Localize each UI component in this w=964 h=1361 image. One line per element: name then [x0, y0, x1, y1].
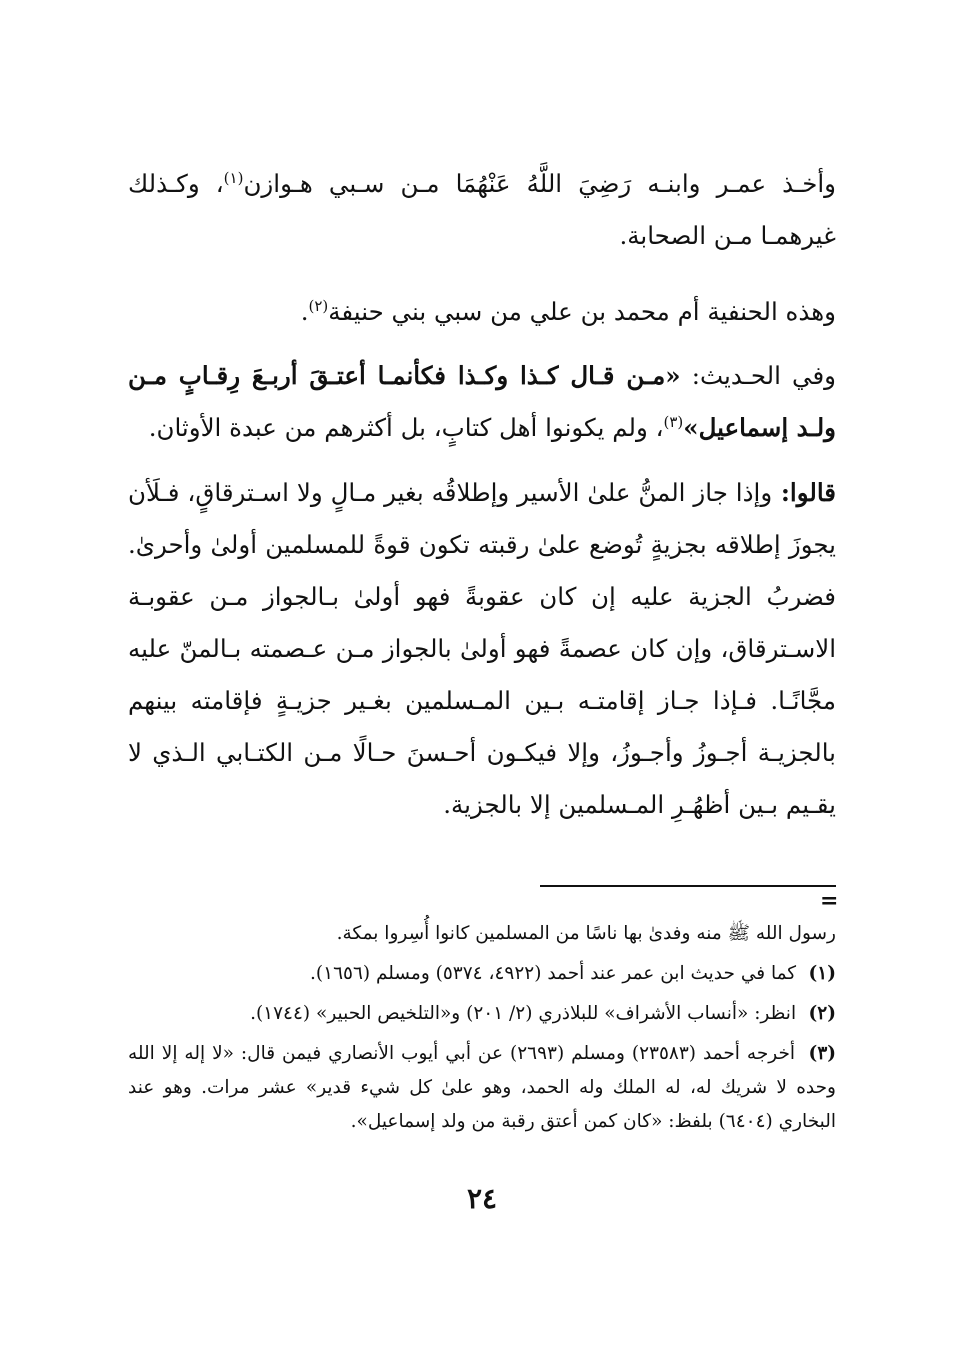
footnote-1 [128, 957, 836, 991]
paragraph-3 [128, 350, 836, 454]
page-number: ٢٤ [466, 1182, 498, 1215]
footnote-2-text: انظر: «أنساب الأشراف» للبلاذري (٢/ ٢٠١) و«التلخيص الحبير» (١٧٤٤). [250, 1003, 797, 1024]
footnote-1-text: كما في حديث ابن عمر عند أحمد (٤٩٢٢، ٥٣٧٤) ومسلم (١٦٥٦). [310, 963, 797, 984]
footnote-continuation: رسول الله ﷺ منه وفدىٰ بها ناسًا من المسلمين كانوا أُسِروا بمكة. [336, 923, 836, 944]
paragraph-1-tail: ، وكـذلك غيرهمـا مـن الصحابة. [128, 169, 836, 250]
paragraph-1 [128, 158, 836, 262]
paragraph-4 [128, 467, 836, 831]
paragraph-3-tail: ، ولم يكونوا أهل كتابٍ، بل أكثرهم من عبدة الأوثان. [148, 413, 664, 442]
footnote-ref-1[interactable]: (١) [223, 168, 244, 187]
paragraph-4-text: وإذا جاز المنُّ علىٰ الأسير وإطلاقُه بغير مـالٍ ولا اسـترقاقٍ، فـلَأن يجوزَ إطلاقه بجزيةٍ تُوضع علىٰ رقبته تكون قوةً للمسلمين أولىٰ وأحرىٰ. فضربُ الجزية عليه إن كان عقوبةً فهو أولىٰ بـالجواز مـن عقوبـة الاسـترقاق، وإن كان عصمةً فهو أولىٰ بالجواز مـن عـصمته بـالمنّ عليه مجَّانًـا. فـإذا جـاز إقامتـه بـين المـسلمين بغـير جزيـةٍ فإقامته بينهم بالجزيـة أجـوزُ وأجـوزُ، وإلا فيكـون أحـسنَ حـالًا مـن الكتـابي الـذي لا يقـيم بـين أظهُـرِ المـسلمين إلا بالجزية. [128, 478, 836, 819]
paragraph-3-intro: وفي الحـديث: [680, 361, 837, 390]
footnote-2 [128, 997, 836, 1031]
footnote-separator [540, 885, 836, 887]
paragraph-2 [128, 286, 836, 338]
paragraph-1-text: وأخـذ عمـر وابنـه رَضِيَ اللَّهُ عَنْهُمَا مـن سـبي هـوازن [243, 169, 836, 198]
paragraph-2-text: وهذه الحنفية أم محمد بن علي من سبي بني حنيفة [328, 297, 836, 326]
footnote-ref-3[interactable]: (٣) [663, 412, 684, 431]
footnote-2-number: (٢) [808, 1003, 836, 1024]
paragraph-4-lead: قالوا: [772, 478, 836, 507]
footnote-3 [128, 1037, 836, 1139]
footnote-ref-2[interactable]: (٢) [308, 296, 329, 315]
paragraph-2-tail: . [300, 297, 309, 326]
footnote-1-number: (١) [808, 963, 836, 984]
footnote-continuation-mark: = [820, 888, 839, 914]
footnote-3-number: (٣) [808, 1043, 837, 1064]
footnote-3-text: أخرجه أحمد (٢٣٥٨٣) ومسلم (٢٦٩٣) عن أبي أيوب الأنصاري فيمن قال: «لا إله إلا الله وحده لا شريك له، له الملك وله الحمد، وهو علىٰ كل شيء قدير» عشر مرات. وهو عند البخاري (٦٤٠٤) بلفظ: «كان كمن أعتق رقبة من ولد إسماعيل». [128, 1043, 836, 1132]
hadith-quote: «مـن قـال كـذا وكـذا فكأنمـا أعتـقَ أربـعَ رِقـابٍ مـن ولـد إسماعيل» [128, 361, 836, 442]
